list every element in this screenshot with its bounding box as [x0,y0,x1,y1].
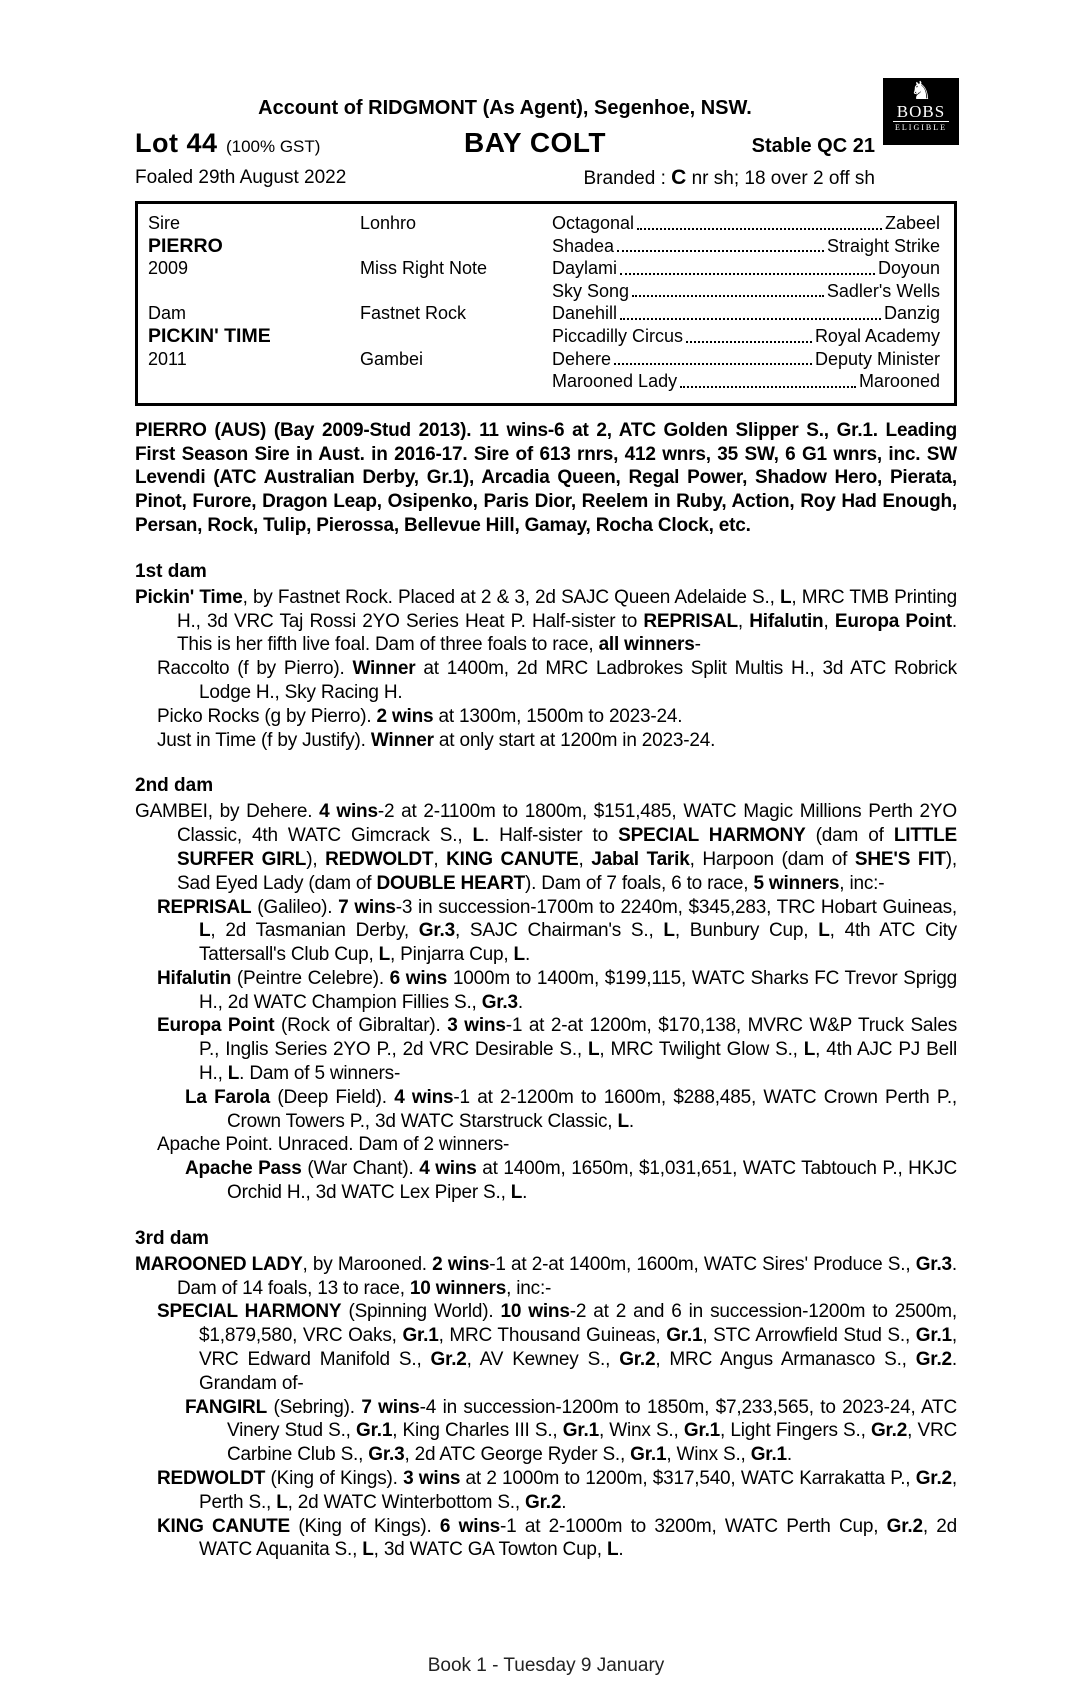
pedigree-parent [360,280,552,303]
pedigree-row [148,280,940,303]
sire-summary: PIERRO (AUS) (Bay 2009-Stud 2013). 11 wins-6 at 2, ATC Golden Slipper S., Gr.1. Leading First Season Sire in Aust. in 2016-17. Sire of 613 rnrs, 412 wnrs, 35 SW, 6 G1 wnrs, inc. SW Levendi (ATC Australian Derby, Gr.1), Arcadia Queen, Regal Power, Shadow Hero, Pierata, Pinot, Furore, Dragon Leap, Osipenko, Paris Dior, Reelem in Ruby, Action, Roy Had Enough, Persan, Rock, Tulip, Pierossa, Bellevue Hill, Gamay, Rocha Clock, etc. [135,419,957,536]
pedigree-ancestors: Octagonal Zabeel [552,213,940,233]
header [135,96,875,190]
page-content [135,96,957,1562]
lot-left [135,128,385,159]
progeny-paragraph: Just in Time (f by Justify). Winner at only start at 1200m in 2023-24. [157,729,716,751]
pedigree-parent [360,325,552,348]
pedigree-parent: Miss Right Note [360,258,488,279]
stable-number: Stable QC 21 [751,135,875,157]
pedigree-row [148,370,940,393]
dot-leader [620,273,875,275]
progeny-paragraph: REPRISAL (Galileo). 7 wins-3 in succession-1700m to 2240m, $345,283, TRC Hobart Guineas, L, 2d Tasmanian Derby, Gr.3, SAJC Chairman's S., L, Bunbury Cup, L, 4th ATC City Tattersall's Club Cup, L, Pinjarra Cup, L. [157,896,957,966]
pedigree-parent [360,370,552,393]
pedigree-row [148,302,940,325]
pedigree-ancestors: Danehill Danzig [552,303,940,324]
progeny-paragraph: SPECIAL HARMONY (Spinning World). 10 wins-2 at 2 and 6 in succession-1200m to 2500m, $1,879,580, VRC Oaks, Gr.1, MRC Thousand Guineas, Gr.1, STC Arrowfield Stud S., Gr.1, VRC Edward Manifold S., Gr.2, AV Kewney S., Gr.2, MRC Angus Armanasco S., Gr.2. Grandam of- [157,1301,957,1394]
brand-info: Branded : C nr sh; 18 over 2 off sh [583,166,875,189]
pedigree-label [148,280,360,303]
pedigree-parent: Gambei [360,348,424,369]
pedigree-row [148,257,940,280]
progeny-paragraph: Apache Point. Unraced. Dam of 2 winners- [157,1134,510,1156]
second-dam-heading: 2nd dam [135,775,214,797]
pedigree-table [135,201,957,406]
pedigree-parent: Lonhro [360,213,417,233]
pedigree-label: Sire [148,213,181,233]
pedigree-ancestors: Piccadilly Circus Royal Academy [552,325,940,346]
dam-paragraph: MAROONED LADY, by Marooned. 2 wins-1 at 2-at 1400m, 1600m, WATC Sires' Produce S., Gr.3. Dam of 14 foals, 13 to race, 10 winners, inc:- [135,1253,957,1299]
bobs-horse-icon: ♞ [909,77,933,105]
account-line: Account of RIDGMONT (As Agent), Segenhoe, NSW. [258,97,752,119]
dot-leader [632,295,824,297]
pedigree-ancestors: Daylami Doyoun [552,258,940,279]
sire-name: PIERRO [148,234,223,257]
pedigree-row [148,325,940,348]
dot-leader [680,386,856,388]
dot-leader [614,363,812,365]
pedigree-ancestors: Marooned Lady Marooned [552,371,940,392]
dot-leader [637,228,882,230]
pedigree-row [148,235,940,258]
pedigree-parent: Fastnet Rock [360,303,467,324]
second-dam-section [135,774,957,1205]
progeny-paragraph: FANGIRL (Sebring). 7 wins-4 in succession-1200m to 1850m, $7,233,565, to 2023-24, ATC Vinery Stud S., Gr.1, King Charles III S., Gr.1, Winx S., Gr.1, Light Fingers S., Gr.2, VRC Carbine Club S., Gr.3, 2d ATC George Ryder S., Gr.1, Winx S., Gr.1. [185,1396,957,1466]
lot-number: Lot 44 [135,128,218,158]
first-dam-section [135,560,957,753]
gst-note: (100% GST) [225,137,321,156]
third-dam-section [135,1227,957,1562]
pedigree-row [148,212,940,235]
pedigree-parent [360,235,552,258]
foaled-date: Foaled 29th August 2022 [135,167,347,188]
page-title: BAY COLT [464,127,606,158]
dam-name: PICKIN' TIME [148,324,271,347]
dam-paragraph: Pickin' Time, by Fastnet Rock. Placed at 2 & 3, 2d SAJC Queen Adelaide S., L, MRC TMB Printing H., 3d VRC Taj Rossi 2YO Series Heat P. Half-sister to REPRISAL, Hifalutin, Europa Point. This is her fifth live foal. Dam of three foals to race, all winners- [135,586,957,656]
first-dam-heading: 1st dam [135,560,207,582]
pedigree-row [148,348,940,371]
progeny-paragraph: Europa Point (Rock of Gibraltar). 3 wins-1 at 2-at 1200m, $170,138, MVRC W&P Truck Sales P., Inglis Series 2YO P., 2d VRC Desirable S., L, MRC Twilight Glow S., L, 4th AJC PJ Bell H., L. Dam of 5 winners- [157,1015,957,1085]
dam-paragraph: GAMBEI, by Dehere. 4 wins-2 at 2-1100m to 1800m, $151,485, WATC Magic Millions Perth 2YO Classic, 4th WATC Gimcrack S., L. Half-sister to SPECIAL HARMONY (dam of LITTLE SURFER GIRL), REDWOLDT, KING CANUTE, Jabal Tarik, Harpoon (dam of SHE'S FIT), Sad Eyed Lady (dam of DOUBLE HEART). Dam of 7 foals, 6 to race, 5 winners, inc:- [135,801,958,894]
progeny-paragraph: Raccolto (f by Pierro). Winner at 1400m, 2d MRC Ladbrokes Split Multis H., 3d ATC Robrick Lodge H., Sky Racing H. [157,658,957,703]
dot-leader [620,318,881,320]
page-footer: Book 1 - Tuesday 9 January [427,1655,665,1676]
third-dam-heading: 3rd dam [135,1227,209,1249]
badge-title: BOBS [896,102,946,121]
badge-subtitle: ELIGIBLE [895,123,947,132]
pedigree-label: 2009 [148,258,189,279]
pedigree-label: 2011 [148,348,187,369]
pedigree-ancestors: Shadea Straight Strike [552,235,940,256]
pedigree-ancestors: Dehere Deputy Minister [552,348,940,369]
dot-leader [617,250,824,252]
foaled-row [135,166,875,190]
progeny-paragraph: Hifalutin (Peintre Celebre). 6 wins 1000m to 1400m, $199,115, WATC Sharks FC Trevor Sprigg H., 2d WATC Champion Fillies S., Gr.3. [157,967,957,1013]
progeny-paragraph: KING CANUTE (King of Kings). 6 wins-1 at 2-1000m to 3200m, WATC Perth Cup, Gr.2, 2d WATC Aquanita S., L, 3d WATC GA Towton Cup, L. [157,1515,957,1561]
progeny-paragraph: Picko Rocks (g by Pierro). 2 wins at 1300m, 1500m to 2023-24. [157,705,683,727]
pedigree-ancestors: Sky Song Sadler's Wells [552,280,940,301]
dot-leader [686,341,812,343]
pedigree-label [148,370,360,393]
pedigree-label: Dam [148,303,187,324]
progeny-paragraph: REDWOLDT (King of Kings). 3 wins at 2 1000m to 1200m, $317,540, WATC Karrakatta P., Gr.2, Perth S., L, 2d WATC Winterbottom S., Gr.2. [157,1468,957,1513]
progeny-paragraph: Apache Pass (War Chant). 4 wins at 1400m, 1650m, $1,031,651, WATC Tabtouch P., HKJC Orchid H., 3d WATC Lex Piper S., L. [185,1158,957,1204]
progeny-paragraph: La Farola (Deep Field). 4 wins-1 at 2-1200m to 1600m, $288,485, WATC Crown Perth P., Crown Towers P., 3d WATC Starstruck Classic, L. [185,1086,957,1132]
lot-row [135,127,875,159]
brand-letter: C [671,166,687,189]
